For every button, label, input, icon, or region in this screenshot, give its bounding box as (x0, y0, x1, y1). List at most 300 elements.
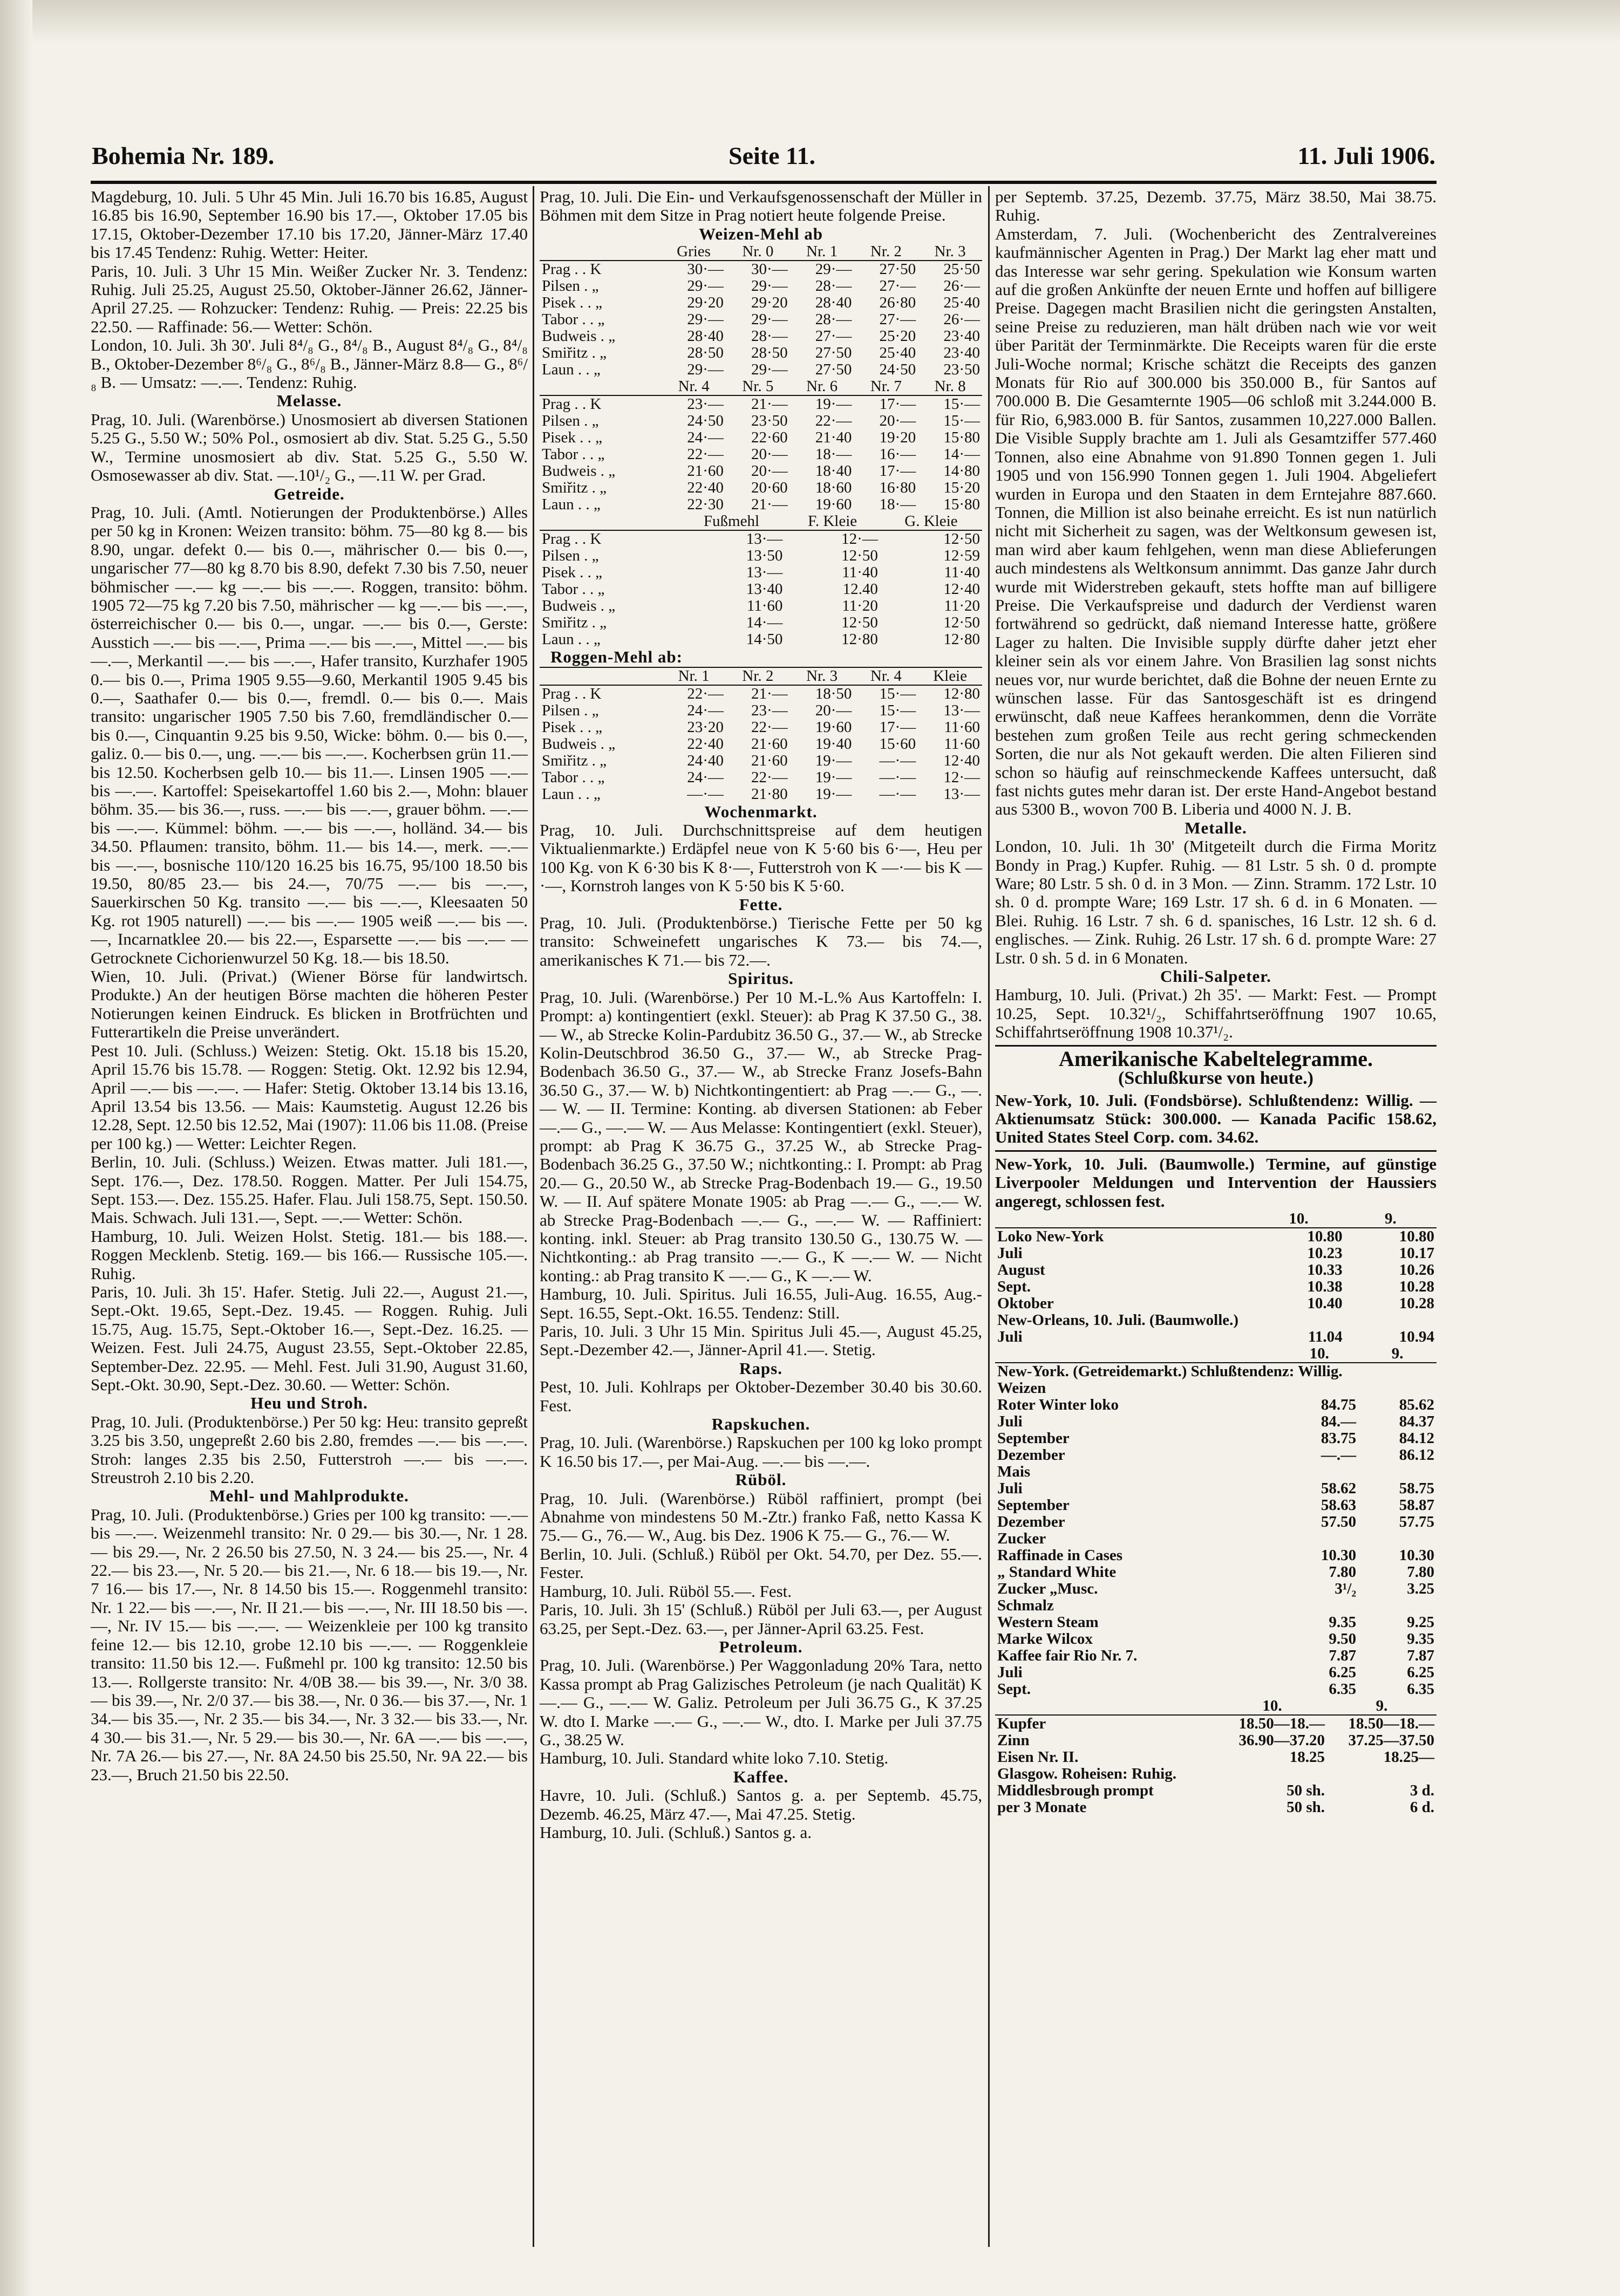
table-cell-value: 22·— (751, 718, 788, 736)
table-row (995, 1262, 1437, 1279)
table-cell-value: 27·— (879, 311, 916, 329)
table-cell-value (1217, 1766, 1327, 1782)
scan-shadow-left (0, 0, 32, 2296)
table-cell-value: 9. (1327, 1698, 1437, 1715)
table-cell-value: 9.35 (1407, 1630, 1434, 1648)
table-cell-value: Nr. 3 (918, 243, 982, 261)
table-row (995, 1228, 1437, 1245)
table-header-row (540, 667, 982, 685)
report-berlin: Berlin, 10. Juli. (Schluss.) Weizen. Etwas matter. Juli 181.—, Sept. 176.—, Dez. 178.50. Roggen. Matter. Per Juli 154.75, Sept. 153.—. Dez. 155.25. Hafer. Flau. Juli 158.75, Sept. 150.50. Mais. Schwach. Juli 131.—, Sept. —.— Wetter: Schön. (91, 1152, 528, 1227)
table-cell-value: Gries (662, 243, 726, 261)
report-magdeburg: Magdeburg, 10. Juli. 5 Uhr 45 Min. Juli 16.70 bis 16.85, August 16.85 bis 16.90, September 16.90 bis 17.—, Oktober 17.05 bis 17.15, Oktober-Dezember 17.10 bis 17.20, Jänner-März 17.40 bis 17.45 Tendenz: Ruhig. Wetter: Heiter. (91, 187, 528, 262)
section-heading-kaffee: Kaffee. (733, 1767, 789, 1786)
table-cell-value: 18.50—18.— (1348, 1714, 1434, 1732)
table-cell-value: 11.04 (1308, 1328, 1343, 1345)
table-cell-value (1358, 1530, 1437, 1547)
table-cell-value: Nr. 2 (854, 243, 918, 261)
table-cell-value: 11·60 (944, 735, 980, 753)
report-kaffee-continued: per Septemb. 37.25, Dezemb. 37.75, März 38.50, Mai 38.75. Ruhig. (995, 187, 1437, 225)
table-row (540, 581, 982, 598)
table-row (540, 361, 982, 378)
table-cell-value: 21·60 (751, 751, 788, 769)
section-rule (995, 1150, 1437, 1152)
table-row (540, 786, 982, 803)
table-cell-value: 29·— (751, 277, 788, 295)
table-row (995, 1397, 1437, 1413)
table-cell-value: 14·80 (943, 462, 980, 480)
table-cell-value: Nr. 5 (726, 378, 790, 395)
table-row (540, 753, 982, 769)
table-cell-value: 10.23 (1307, 1244, 1343, 1262)
table-row (540, 295, 982, 311)
table-cell-label: Mais (997, 1463, 1031, 1480)
table-row (540, 496, 982, 513)
table-cell-label: Tabor . . „ (542, 580, 605, 598)
table-cell-value: Nr. 6 (790, 378, 854, 395)
table-cell-value: 18.25 (1289, 1748, 1325, 1766)
table-cell-value: 27·50 (815, 344, 852, 362)
table-cell-value: 10.30 (1320, 1546, 1357, 1564)
table-cell-label: Pilsen . „ (542, 412, 599, 430)
table-cell-value: 84.75 (1320, 1396, 1357, 1413)
table-cell-label: Smiřitz . „ (542, 479, 607, 497)
table-cell-label: Dezember (997, 1513, 1065, 1530)
table-cell-value: Nr. 8 (918, 378, 982, 395)
table-roggenmehl (540, 667, 982, 803)
table-cell-value: 12·80 (943, 631, 980, 648)
table-cell-value: 6.35 (1329, 1680, 1357, 1698)
table-cell-value: 19·40 (815, 735, 852, 753)
table-title-weizenmehl: Weizen-Mehl ab (698, 224, 823, 243)
table-cell-value: 10.17 (1399, 1244, 1434, 1262)
table-metalle-ny (995, 1698, 1437, 1816)
report-rueboel-prag: Prag, 10. Juli. (Warenbörse.) Rüböl raffiniert, prompt (bei Abnahme von mindestens 50 M.-Ztr.) franko Faß, netto Kassa K 75.— G., 76.— W., Aug. bis Dez. 1906 K 75.— G., 76.— W. (540, 1488, 982, 1545)
table-cell-label: „ Standard White (997, 1563, 1117, 1581)
table-cell-value: 11·60 (944, 718, 980, 736)
table-cell-label: Marke Wilcox (997, 1630, 1093, 1648)
table-cell-value: 21·— (751, 685, 788, 702)
table-row (995, 1597, 1437, 1614)
table-row (995, 1732, 1437, 1749)
report-heu: Prag, 10. Juli. (Produktenbörse.) Per 50 kg: Heu: transito gepreßt 3.25 bis 3.50, ungepreßt 2.60 bis 2.80, fremdes —.— bis —.—. Stroh: langes 2.35 bis 2.50, Futterstroh —.— bis —.—. Streustroh 2.10 bis 2.20. (91, 1412, 528, 1487)
table-cell-value: 86.12 (1399, 1446, 1434, 1464)
table-row (540, 530, 982, 548)
table-cell-value: 12·80 (943, 685, 980, 702)
table-cell-value: —·— (879, 768, 916, 786)
table-cell-value: 58.75 (1399, 1479, 1434, 1497)
table-cell-label: Eisen Nr. II. (997, 1748, 1079, 1766)
section-heading-wochenmarkt: Wochenmarkt. (704, 802, 818, 821)
table-cell-label (995, 1698, 1217, 1715)
report-rueboel-berlin: Berlin, 10. Juli. (Schluß.) Rüböl per Okt. 54.70, per Dez. 55.—. Fester. (540, 1544, 982, 1582)
table-header-row (540, 243, 982, 261)
report-spiritus-prag: Prag, 10. Juli. (Warenbörse.) Per 10 M.-L.% Aus Kartoffeln: I. Prompt: a) kontingentiert (exkl. Steuer): ab Prag K 37.50 G., 38.— W., ab Strecke Kolin-Pardubitz 36.50 G., 37.— W., ab Strecke Kolin-Deutschbrod 36.50 G., 37.— W., ab Strecke Prag-Bodenbach 36.50 G., 37.— W., ab Strecke Franz Josefs-Bahn 36.50 G., 37.— W. b) Nichtkontingentiert: ab Prag —.— G., —.— W. — II. Termine: Konting. ab diversen Stationen: ab Feber —.— G., —.— W. — Aus Melasse: Kontingentiert (exkl. Steuer), prompt: ab Prag K 36.75 G., 37.25 W., ab Strecke Prag-Bodenbach 36.25 G., 37.50 W.; nichtkonting.: I. Prompt: ab Prag 20.— G., 20.50 W., ab Strecke Prag-Bodenbach 19.— G., 19.50 W. — II. Auf spätere Monate 1905: ab Prag —.— G., —.— W. ab Strecke Prag-Bodenbach —.— G., —.— W. — Raffiniert: konting. inkl. Steuer: ab Prag transito 130.50 G., 130.75 W. — Nichtkonting.: ab Prag transito —.— G., K —.— W. — Nicht konting.: ab Prag transito K —.— G., K —.— W. (540, 987, 982, 1285)
table-cell-label: Juli (997, 1328, 1023, 1345)
table-cell-value (1358, 1597, 1437, 1614)
table-cell-value: 13·40 (746, 580, 783, 598)
table-row (995, 1279, 1437, 1295)
section-heading-fette: Fette. (739, 894, 783, 914)
table-cell-label: Budweis . „ (542, 735, 616, 753)
table-row (540, 631, 982, 648)
table-cell-label: Tabor . . „ (542, 446, 605, 463)
table-row (995, 1547, 1437, 1564)
table-cell-value: 29·20 (687, 294, 724, 312)
table-cell-value: 84.12 (1399, 1429, 1434, 1447)
table-cell-value: 25·20 (879, 327, 916, 345)
section-heading-heu: Heu und Stroh. (250, 1393, 368, 1413)
table-cell-value: 12·40 (943, 751, 980, 769)
table-row (995, 1766, 1437, 1782)
table-cell-value: 27·— (879, 277, 916, 295)
table-cell-value: 3 d. (1410, 1781, 1434, 1799)
table-cell-value: 17·— (879, 395, 916, 413)
table-row (540, 395, 982, 413)
table-row (995, 1430, 1437, 1447)
table-cell-value: 28·50 (751, 344, 788, 362)
table-cell-value: 15·80 (943, 429, 980, 447)
table-cell-value: 24·40 (687, 751, 724, 769)
table-cell-value: 23·40 (943, 344, 980, 362)
table-cell-label: Glasgow. Roheisen: Ruhig. (997, 1765, 1176, 1782)
table-cell-label: Budweis . „ (542, 327, 616, 345)
table-cell-value: 26·— (943, 277, 980, 295)
section-heading-rueboel: Rüböl. (735, 1470, 787, 1489)
table-cell-value: 12·50 (841, 614, 878, 632)
table-cell-value: 11·20 (944, 597, 980, 615)
table-cell-value: 21·40 (815, 429, 852, 447)
table-cell-value: 21·80 (751, 785, 788, 803)
table-cell-value: 29·— (815, 261, 852, 278)
table-header-row (995, 1345, 1437, 1363)
table-cell-label: Prag . . K (542, 530, 602, 548)
table-baumwolle (995, 1211, 1437, 1345)
table-cell-label (995, 1211, 1253, 1228)
table-cell-value: 20·— (879, 412, 916, 430)
table-weizenmehl-2 (540, 378, 982, 513)
report-pest: Pest 10. Juli. (Schluss.) Weizen: Stetig. Okt. 15.18 bis 15.20, April 15.76 bis 15.78. — Roggen: Stetig. Okt. 12.92 bis 12.94, April —.— bis —.—. — Hafer: Stetig. Oktober 13.14 bis 13.16, April 13.54 bis 13.56. — Mais: Kaumstetig. August 12.26 bis 12.28, Sept. 12.50 bis 12.52, Mai (1907): 11.06 bis 11.08. (Preise per 100 kg.) — Wetter: Leichter Regen. (91, 1041, 528, 1153)
table-cell-label: Prag . . K (542, 261, 602, 278)
table-cell-value: 37.25—37.50 (1348, 1731, 1434, 1749)
table-row (540, 719, 982, 736)
report-getreide-prag: Prag, 10. Juli. (Amtl. Notierungen der Produktenbörse.) Alles per 50 kg in Kronen: Weizen transito: böhm. 75—80 kg 8.— bis 8.90, ungar. defekt 0.— bis 0.—, mährischer 0.— bis 0.—, ungarischer 77—80 kg 8.70 bis 8.90, defekt 7.30 bis 7.50, neuer böhmischer —.— kg —.— bis —.—. Roggen, transito: böhm. 1905 72—75 kg 7.20 bis 7.50, mährischer — kg —.— bis —.—, österreichischer 0.— bis 0.—, ungar. —.— bis 0.—, Gerste: Ausstich —.— bis —.—, Prima —.— bis —.—, Mittel —.— bis —.—, Merkantil —.— bis —.—, Hafer transito, Kurzhafer 1905 0.— bis 0.—, Prima 1905 9.55—9.60, Merkantil 1905 9.45 bis 0.—, Saathafer 0.— bis 0.—, fremdl. 0.— bis 0.—. Mais transito: ungarischer 1905 7.50 bis 7.60, fremdländischer 0.— bis 0.—, Cinquantin 9.25 bis 9.50, Wicke: böhm. 0.— bis 0.—, galiz. 0.— bis 0.—, ung. —.— bis —.—. Kocherbsen grün 11.— bis 12.50. Kocherbsen gelb 10.— bis 11.—. Linsen 1905 —.— bis —.—. Kartoffel: Speisekartoffel 1.60 bis 2.—, Mohn: blauer böhm. 35.— bis 36.—, russ. —.— bis —.—, grauer böhm. —.— bis —.—. Kümmel: böhm. —.— bis —.—, holländ. 34.— bis 34.50. Pflaumen: transito, böhm. 11.— bis 14.—, merk. —.— bis —.—, bosnische 110/120 16.25 bis 16.75, 95/100 18.50 bis 19.50, 80/85 23.— bis 24.—, 70/75 —.— bis —.—, Sauerkirschen 50 Kg. transito —.— bis —.—, Kleesaaten 50 Kg. rot 1905 naturell) —.— bis —.— 1905 weiß —.— bis —.—, Incarnatklee 20.— bis 22.—, Esparsette —.— bis —.— — Getrocknete Cichorienwurzel 50 Kg. 18.— bis 18.50. (91, 502, 528, 967)
report-newyork-fonds: New-York, 10. Juli. (Fondsbörse). Schlußtendenz: Willig. — Aktienumsatz Stück: 300.000. — Kanada Pacific 158.62, United States Steel Corp. com. 34.62. (995, 1090, 1437, 1147)
table-row (995, 1564, 1437, 1581)
table-cell-value: 13·50 (746, 547, 783, 565)
table-cell-value: 12.40 (842, 580, 878, 598)
table-cell-value: 29·— (687, 311, 724, 329)
report-rapskuchen: Prag, 10. Juli. (Warenbörse.) Rapskuchen per 100 kg loko prompt K 16.50 bis 17.—, per Mai-Aug. —.— bis —.—. (540, 1433, 982, 1471)
table-cell-label: Dezember (997, 1446, 1065, 1464)
table-cell-value: 18·— (879, 496, 916, 514)
table-cell-value: 27·— (815, 327, 852, 345)
table-row (995, 1799, 1437, 1816)
section-heading-petroleum: Petroleum. (719, 1637, 803, 1656)
table-cell-label: per 3 Monate (997, 1798, 1087, 1816)
header-page-number: Seite 11. (729, 142, 815, 169)
table-cell-value: G. Kleie (880, 513, 982, 530)
table-cell-value: 10. (1280, 1345, 1358, 1363)
table-row (540, 429, 982, 446)
table-cell-value: 22·— (751, 768, 788, 786)
table-cell-label: Kupfer (997, 1714, 1046, 1732)
table-row (995, 1681, 1437, 1698)
report-melasse: Prag, 10. Juli. (Warenbörse.) Unosmosiert ab diversen Stationen 5.25 G., 5.50 W.; 50% Pol., osmosiert ab div. Stat. 5.25 G., 5.50 W., Termine unosmosiert ab div. Stat. 5.25 G., 5.50 W. Osmosewasser ab div. Stat. —.10¹/₂ G., —.11 W. per Grad. (91, 409, 528, 485)
column-2 (540, 188, 982, 1842)
report-spiritus-paris: Paris, 10. Juli. 3 Uhr 15 Min. Spiritus Juli 45.—, August 45.25, Sept.-Dezember 42.—, Jänner-April 41.—. Stetig. (540, 1322, 982, 1359)
table-cell-label: Schmalz (997, 1596, 1054, 1614)
table-cell-value: 27·50 (815, 361, 852, 379)
table-cell-label: Pilsen . „ (542, 701, 599, 719)
table-cell-value: 10. (1217, 1698, 1327, 1715)
table-cell-value: 12·50 (943, 614, 980, 632)
table-row (995, 1715, 1437, 1732)
table-cell-label: New-Orleans, 10. Juli. (Baumwolle.) (997, 1311, 1239, 1329)
table-cell-value (1280, 1597, 1358, 1614)
table-cell-value: 36.90—37.20 (1238, 1731, 1325, 1749)
table-row (995, 1749, 1437, 1766)
table-cell-value: 9.50 (1329, 1630, 1357, 1648)
table-cell-value: 19·— (815, 395, 852, 413)
table-row (995, 1245, 1437, 1262)
table-cell-value: 17·— (879, 462, 916, 480)
table-row (540, 769, 982, 786)
table-row (540, 614, 982, 631)
table-cell-value: —·— (879, 785, 916, 803)
table-row (995, 1614, 1437, 1631)
table-cell-value: Nr. 4 (854, 667, 918, 685)
table-cell-label: Smiřitz . „ (542, 344, 607, 362)
table-cell-value: 23·20 (687, 718, 724, 736)
section-heading-melasse: Melasse. (276, 391, 342, 411)
column-separator (988, 186, 990, 2247)
table-cell-value: F. Kleie (785, 513, 880, 530)
table-row (995, 1380, 1437, 1397)
column-1 (91, 188, 528, 1784)
report-paris-getreide: Paris, 10. Juli. 3h 15'. Hafer. Stetig. Juli 22.—, August 21.—, Sept.-Okt. 19.65, Sept.-Dez. 19.45. — Roggen. Ruhig. Juli 15.75, Aug. 15.75, Sept.-Oktober 16.—, Sept.-Dez. 16.25. — Weizen. Fest. Juli 24.75, August 23.55, Sept.-Oktober 22.85, September-Dez. 22.95. — Mehl. Fest. Juli 31.90, August 31.60, Sept.-Okt. 30.90, Sept.-Dez. 30.60. — Wetter: Schön. (91, 1282, 528, 1394)
table-cell-value: 21·60 (687, 462, 724, 480)
table-cell-value: 3.25 (1407, 1580, 1434, 1597)
table-row (540, 345, 982, 361)
table-cell-value: 24·— (687, 701, 724, 719)
table-row (540, 702, 982, 719)
table-cell-value: 30·— (751, 261, 788, 278)
table-cell-value: 7.87 (1329, 1646, 1357, 1664)
table-cell-label: Zinn (997, 1731, 1030, 1749)
table-cell-value: 15·— (943, 395, 980, 413)
table-cell-label: Prag . . K (542, 685, 602, 702)
table-cell-value: 29·— (687, 361, 724, 379)
table-cell-value: 11·40 (944, 564, 980, 582)
table-cell-label: Pilsen . „ (542, 277, 599, 295)
table-cell-label: Smiřitz . „ (542, 751, 607, 769)
table-row (995, 1581, 1437, 1597)
table-cell-value: 58.87 (1399, 1496, 1434, 1514)
table-row (540, 328, 982, 345)
table-cell-value: 12·80 (841, 631, 878, 648)
report-mehl: Prag, 10. Juli. (Produktenbörse.) Gries per 100 kg transito: —.— bis —.—. Weizenmehl transito: Nr. 0 29.— bis 30.—, Nr. 1 28.— bis 29.—, Nr. 2 26.50 bis 27.50, N. 3 24.— bis 25.—, Nr. 4 22.— bis 23.—, Nr. 5 20.— bis 21.—, Nr. 6 18.— bis 19.—, Nr. 7 16.— bis 17.—, Nr. 8 14.50 bis 15.—. Roggenmehl transito: Nr. 1 22.— bis —.—, Nr. II 21.— bis —.—, Nr. III 18.50 bis —.—, Nr. IV 15.— bis —.—. — Weizenkleie per 100 kg transito feine 12.— bis 12.10, grobe 12.10 bis —.—. — Roggenkleie transito: 11.50 bis 12.—. Fußmehl pr. 100 kg transito: 12.50 bis 13.—. Rollgerste transito: Nr. 4/0B 38.— bis 39.—, Nr. 3/0 38.— bis 39.—, Nr. 2/0 37.— bis 38.—, Nr. 0 36.— bis 37.—, Nr. 1 34.— bis 35.—, Nr. 2 35.— bis 34.—, Nr. 3 32.— bis 33.—, Nr. 4 30.— bis 31.—, Nr. 5 29.— bis 30.—, Nr. 6A —.— bis —.—, Nr. 7A 26.— bis 27.—, Nr. 8A 24.50 bis 25.50, Nr. 9A 22.— bis 23.—, Bruch 21.50 bis 22.50. (91, 1505, 528, 1784)
table-cell-value: 20·— (751, 462, 788, 480)
page-header (92, 141, 1435, 179)
table-cell-value (1280, 1530, 1358, 1547)
table-cell-value: 24·— (687, 429, 724, 447)
table-cell-value: 15·60 (879, 735, 916, 753)
table-cell-value: Kleie (918, 667, 982, 685)
table-cell-value: Nr. 7 (854, 378, 918, 395)
table-row (540, 311, 982, 328)
table-cell-value: 28·40 (815, 294, 852, 312)
table-header-row (995, 1211, 1437, 1228)
table-cell-value: 15·20 (943, 479, 980, 497)
table-cell-value: 13·— (943, 785, 980, 803)
table-cell-value: 11·40 (842, 564, 878, 582)
table-cell-label: Laun . . „ (542, 496, 601, 514)
table-cell-label (540, 667, 662, 685)
section-heading-chili: Chili-Salpeter. (1160, 967, 1271, 986)
table-cell-value (1327, 1766, 1437, 1782)
report-paris-zucker: Paris, 10. Juli. 3 Uhr 15 Min. Weißer Zucker Nr. 3. Tendenz: Ruhig. Juli 25.25, August 25.50, Oktober-Jänner 26.62, Jänner-April 27.25. — Rohzucker: Tendenz: Ruhig. — Preis: 22.25 bis 22.50. — Raffinade: 56.— Wetter: Schön. (91, 261, 528, 336)
report-prag-mueller: Prag, 10. Juli. Die Ein- und Verkaufsgenossenschaft der Müller in Böhmen mit dem Sitze in Prag notiert heute folgende Preise. (540, 187, 982, 225)
table-cell-label: Budweis . „ (542, 462, 616, 480)
table-cell-value: 7.87 (1407, 1646, 1434, 1664)
table-row (540, 480, 982, 496)
table-cell-value: 10. (1253, 1211, 1344, 1228)
table-cell-value: 9. (1345, 1211, 1437, 1228)
header-rule (91, 181, 1437, 184)
table-cell-value: 20·— (815, 701, 852, 719)
report-amsterdam: Amsterdam, 7. Juli. (Wochenbericht des Zentralvereines kaufmännischer Agenten in Prag.) Der Markt lag eher matt und das Interesse war sehr gering. Spekulation wie Konsum warten auf die großen Ankünfte der neuen Ernte und hoffen auf billigere Preise. Dagegen macht Brasilien nicht die geringsten Anstalten, seine Preise zu reduzieren, man hält drüben nach wie vor weit über Parität der Terminmärkte. Die Receipts waren für die erste Juli-Woche normal; Krische schätzt die Receipts des ganzen Monats für Rio auf 300.000 bis 350.000 B., für Santos auf 700.000 B. Die Gesamternte 1905—06 schloß mit 3.244.000 B. für Rio, 6,983.000 B. für Santos, zusammen 10,227.000 Ballen. Die Visible Supply brachte am 1. Juli als Gesamtziffer 577.460 Tonnen, also eine Abnahme von 91.890 Tonnen gegen 1. Juli 1905 und von 156.990 Tonnen gegen 1. Juli 1904. Abgeliefert wurden in Europa und den Staaten in dem Erntejahre 887.660. Tonnen, die Million ist also beinahe erreicht. Es ist nun natürlich nicht mit Sicherheit zu sagen, was der Weltkonsum gewesen ist, man wird aber kaum fehlgehen, wenn man diese Ablieferungen auch mindestens als Weltkonsum annimmt. Das ganze Jahr durch wurde mit Widerstreben gekauft, stets hoffte man auf billigere Preise. Die Verkaufspreise und dadurch der Verdienst waren fortwährend so gedrückt, daß niemand Interesse hatte, größere Lager zu halten. Die Invisible supply dürfte daher jetzt eher kleiner sein als vor einem Jahre. Von Brasilien lag sonst nichts neues vor, nur wurde berichtet, daß die Bohne der neuen Ernte zu wünschen lasse. Für das Santosgeschäft ist es dringend erwünscht, daß neue Kaffees herankommen, denn die Vorräte bestehen zum großen Teile aus recht gering schmeckenden Sorten, die nur als Not gekauft werden. Die alten Filieren sind schon so häufig auf reinschmeckende Kaffees untersucht, daß fast nichts gutes mehr daran ist. Der erste Hand-Angebot bestand aus 5300 B., wovon 700 B. Liberia und 4000 N. J. B. (995, 224, 1437, 819)
table-cell-value (1280, 1380, 1358, 1397)
table-row (995, 1530, 1437, 1547)
table-cell-value: 18.25— (1383, 1748, 1434, 1766)
table-row (995, 1514, 1437, 1530)
table-cell-value: 15·— (879, 701, 916, 719)
table-cell-value: 18.50—18.— (1238, 1714, 1325, 1732)
table-row (995, 1295, 1437, 1312)
report-hamburg: Hamburg, 10. Juli. Weizen Holst. Stetig. 181.— bis 188.—. Roggen Mecklenb. Stetig. 169.— bis 166.— Russische 105.—. Ruhig. (91, 1226, 528, 1283)
table-row (995, 1413, 1437, 1430)
table-cell-value: 6.25 (1407, 1663, 1434, 1681)
table-cell-value: 6.25 (1329, 1663, 1357, 1681)
table-cell-value: 10.28 (1399, 1277, 1434, 1295)
table-cell-value: 23·— (751, 701, 788, 719)
table-cell-value: 22·— (687, 685, 724, 702)
table-cell-value: 14·50 (746, 631, 783, 648)
table-cell-label: September (997, 1496, 1070, 1514)
table-cell-value: 84.— (1320, 1412, 1357, 1430)
table-getreidemarkt (995, 1345, 1437, 1698)
table-cell-value: 16·80 (879, 479, 916, 497)
table-row (540, 446, 982, 463)
report-fette: Prag, 10. Juli. (Produktenbörse.) Tierische Fette per 50 kg transito: Schweinefett ungarisches K 73.— bis 74.—, amerikanisches K 71.— bis 72.—. (540, 913, 982, 969)
section-heading-getreide: Getreide. (274, 484, 345, 503)
table-cell-value: 15·— (943, 412, 980, 430)
table-cell-value: 14·— (746, 614, 783, 632)
table-cell-value: 22·40 (687, 479, 724, 497)
table-cell-value: 28·50 (687, 344, 724, 362)
table-cell-value: 18·40 (815, 462, 852, 480)
table-cell-value: 10.30 (1399, 1546, 1434, 1564)
table-row (995, 1648, 1437, 1664)
table-cell-value: 13·— (746, 564, 783, 582)
table-cell-value: 10.28 (1399, 1294, 1434, 1312)
table-cell-value: 22·— (815, 412, 852, 430)
table-cell-value: 21·— (751, 395, 788, 413)
table-cell-value: 10.33 (1307, 1261, 1343, 1279)
table-cell-value: Nr. 2 (726, 667, 790, 685)
report-raps: Pest, 10. Juli. Kohlraps per Oktober-Dezember 30.40 bis 30.60. Fest. (540, 1377, 982, 1415)
table-row (995, 1480, 1437, 1497)
table-cell-value: 22·40 (687, 735, 724, 753)
table-cell-value (1280, 1464, 1358, 1480)
table-kleie (540, 513, 982, 648)
table-cell-value: 11·60 (746, 597, 783, 615)
table-cell-value: Fußmehl (678, 513, 785, 530)
table-cell-value: 18·50 (815, 685, 852, 702)
table-cell-label: Laun . . „ (542, 785, 601, 803)
table-cell-label: Pisek . . „ (542, 429, 602, 447)
report-metalle-london: London, 10. Juli. 1h 30' (Mitgeteilt durch die Firma Moritz Bondy in Prag.) Kupfer. Ruhig. — 81 Lstr. 5 sh. 0 d. prompte Ware; 80 Lstr. 5 sh. 0 d. in 3 Mon. — Zinn. Stramm. 172 Lstr. 10 sh. 0 d. prompte Ware; 169 Lstr. 17 sh. 6 d. in 6 Monaten. — Blei. Ruhig. 16 Lstr. 7 sh. 6 d. spanisches, 16 Lstr. 12 sh. 6 d. englisches. — Zink. Ruhig. 26 Lstr. 17 sh. 6 d. prompte Ware: 27 Lstr. 0 sh. 5 d. in 6 Monaten. (995, 837, 1437, 967)
table-cell-value: 24·50 (687, 412, 724, 430)
table-cell-value: 22·30 (687, 496, 724, 514)
table-row (540, 685, 982, 702)
table-cell-value: 19·— (815, 768, 852, 786)
report-rueboel-hamburg: Hamburg, 10. Juli. Rüböl 55.—. Fest. (540, 1581, 792, 1601)
table-cell-value: 21·60 (751, 735, 788, 753)
report-london-zucker: London, 10. Juli. 3h 30'. Juli 8⁴/₈ G., 8⁴/₈ B., August 8⁴/₈ G., 8⁴/₈ B., Oktober-Dezember 8⁶/₈ G., 8⁶/₈ B., Jänner-März 8.8— G., 8⁶/₈ B. — Umsatz: —.—. Tendenz: Ruhig. (91, 336, 528, 392)
table-cell-label: New-York. (Getreidemarkt.) Schlußtendenz: Willig. (997, 1362, 1343, 1380)
table-cell-value: 19·— (815, 785, 852, 803)
report-chili: Hamburg, 10. Juli. (Privat.) 2h 35'. — Markt: Fest. — Prompt 10.25, Sept. 10.32¹/₂, Schiffahrtseröffnung 1907 10.65, Schiffahrtseröffnung 1908 10.37¹/₂. (995, 985, 1437, 1042)
table-cell-value: 25·50 (943, 261, 980, 278)
report-spiritus-hamburg: Hamburg, 10. Juli. Spiritus. Juli 16.55, Juli-Aug. 16.55, Aug.-Sept. 16.55, Sept.-Okt. 16.55. Tendenz: Still. (540, 1284, 982, 1322)
report-newyork-baumwolle: New-York, 10. Juli. (Baumwolle.) Termine, auf günstige Liverpooler Meldungen und Intervention der Haussiers angeregt, schlossen fest. (995, 1154, 1437, 1211)
column-separator (533, 186, 534, 2247)
table-cell-label: Raffinade in Cases (997, 1546, 1123, 1564)
table-cell-value: Nr. 1 (790, 243, 854, 261)
table-cell-label: Prag . . K (542, 395, 602, 413)
table-cell-value: 12·50 (841, 547, 878, 565)
table-cell-value: 58.63 (1320, 1496, 1357, 1514)
table-cell-value: 11·20 (842, 597, 878, 615)
table-row (995, 1447, 1437, 1464)
table-cell-label: Smiřitz . „ (542, 614, 607, 632)
table-cell-label: Zucker „Musc. (997, 1580, 1098, 1597)
table-cell-label (540, 513, 678, 530)
table-cell-value (1358, 1380, 1437, 1397)
table-cell-value: 23·50 (943, 361, 980, 379)
section-heading-mehl: Mehl- und Mahlprodukte. (209, 1486, 409, 1506)
header-date: 11. Juli 1906. (1297, 142, 1435, 169)
table-cell-value: 9. (1358, 1345, 1437, 1363)
section-title-amerikanische: Amerikanische Kabeltelegramme. (1058, 1046, 1373, 1071)
table-cell-value: 24·— (687, 768, 724, 786)
table-cell-value: 19·60 (815, 718, 852, 736)
table-cell-value: 3¹/₂ (1335, 1580, 1357, 1597)
table-cell-value: 22·60 (751, 429, 788, 447)
header-publication: Bohemia Nr. 189. (92, 142, 275, 169)
table-cell-value: 7.80 (1329, 1563, 1357, 1581)
table-cell-value: 58.62 (1320, 1479, 1357, 1497)
table-cell-value: Nr. 3 (790, 667, 854, 685)
table-cell-value: 26·80 (879, 294, 916, 312)
table-row (995, 1497, 1437, 1514)
table-cell-label: Laun . . „ (542, 631, 601, 648)
table-cell-label: September (997, 1429, 1070, 1447)
table-cell-value: 12·59 (943, 547, 980, 565)
table-cell-value: 15·— (879, 685, 916, 702)
table-cell-value: 28·— (751, 327, 788, 345)
